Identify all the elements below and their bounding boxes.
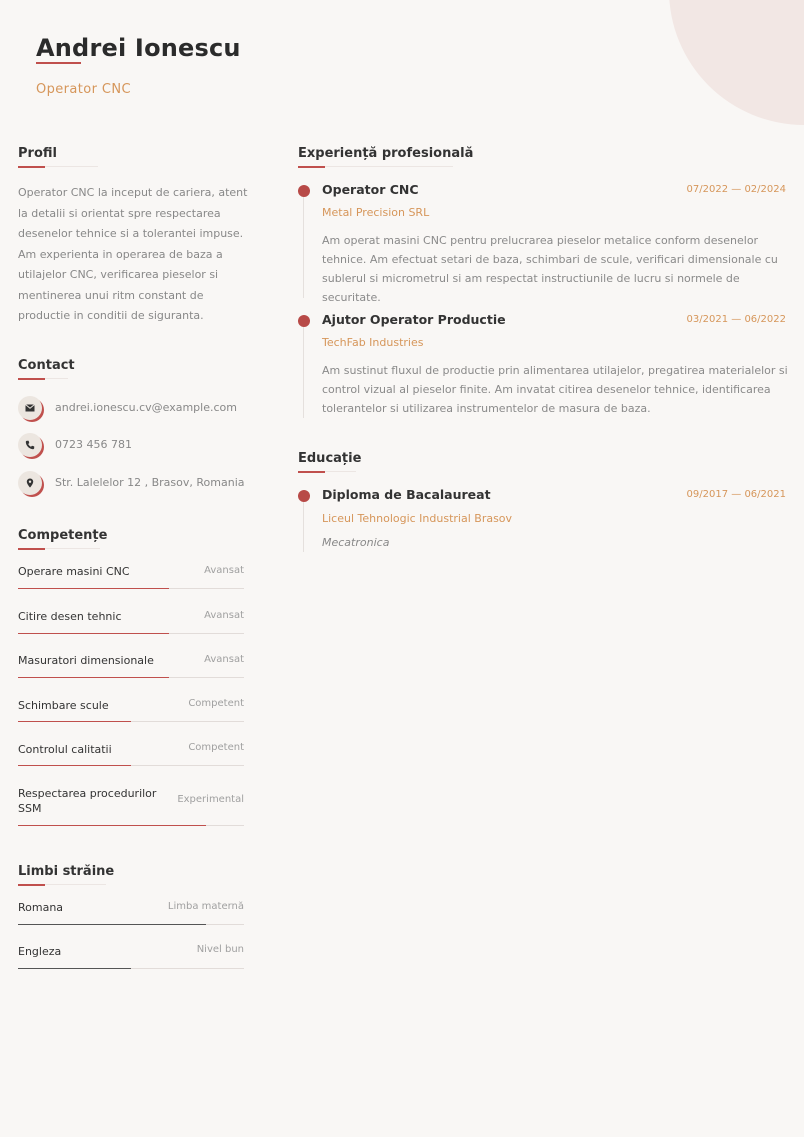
language-level: Limba maternă <box>167 901 244 912</box>
profile-text: Operator CNC la inceput de cariera, atent la detalii si orientat spre respectarea desenelor tehnice si a tolerantei impuse. Am experienta in operarea de baza a utilajelor CNC, verificarea pieselor si mentinerea unui ritm constant de productie in conditii de siguranta. <box>18 186 248 322</box>
skill-level: Competent <box>188 698 244 709</box>
experience-title: Ajutor Operator Productie <box>322 312 506 327</box>
skill-level: Experimental <box>177 794 244 805</box>
skill-bar <box>18 825 244 826</box>
skill-item <box>18 653 244 679</box>
experience-heading-divider <box>298 166 453 167</box>
education-heading-divider <box>298 471 356 472</box>
skill-level: Avansat <box>204 565 244 576</box>
skill-bar-fill <box>18 588 169 589</box>
skill-level: Competent <box>188 742 244 753</box>
decorative-circle <box>669 0 804 125</box>
skill-bar <box>18 721 244 722</box>
skill-bar-fill <box>18 721 131 722</box>
profile-heading-divider <box>18 166 98 167</box>
contact-phone-text: 0723 456 781 <box>55 438 132 451</box>
skill-item <box>18 564 244 590</box>
skill-bar-fill <box>18 677 169 678</box>
timeline-line <box>303 320 304 418</box>
skill-bar-fill <box>18 825 206 826</box>
email-icon <box>18 396 42 420</box>
skill-level: Avansat <box>204 610 244 621</box>
language-name: Romana <box>18 901 64 914</box>
timeline-line <box>303 190 304 298</box>
skill-item <box>18 698 244 724</box>
contact-email-text: andrei.ionescu.cv@example.com <box>55 401 237 414</box>
skill-name: Operare masini CNC <box>18 565 130 578</box>
language-item <box>18 944 244 970</box>
experience-description: Am sustinut fluxul de productie prin alimentarea utilajelor, pregatirea materialelor si control vizual al pieselor finite. Am invatat citirea desenelor tehnice, identificarea tolerantelor si utilizarea instrumentelor de masura de baza. <box>322 364 788 415</box>
skill-bar-fill <box>18 633 169 634</box>
education-title: Diploma de Bacalaureat <box>322 487 491 502</box>
candidate-name: Andrei Ionescu <box>36 34 241 62</box>
experience-dates: 07/2022 — 02/2024 <box>686 184 786 195</box>
timeline-dot <box>298 185 310 197</box>
skills-heading: Competențe <box>18 528 108 543</box>
skill-level: Avansat <box>204 654 244 665</box>
contact-heading-divider <box>18 378 68 379</box>
language-name: Engleza <box>18 945 62 958</box>
language-level: Nivel bun <box>196 944 244 955</box>
languages-heading-divider <box>18 884 106 885</box>
skill-bar <box>18 588 244 589</box>
skill-bar <box>18 633 244 634</box>
phone-icon <box>18 433 42 457</box>
skill-item <box>18 742 244 768</box>
job-title: Operator CNC <box>36 82 132 97</box>
skills-heading-divider <box>18 548 100 549</box>
experience-company: TechFab Industries <box>322 336 424 349</box>
education-dates: 09/2017 — 06/2021 <box>686 489 786 500</box>
skill-name: Citire desen tehnic <box>18 610 122 623</box>
skill-name: Controlul calitatii <box>18 743 112 756</box>
experience-description: Am operat masini CNC pentru prelucrarea pieselor metalice conform desenelor tehnice. Am efectuat setari de baza, schimbari de scule, verificari dimensionale cu sublerul si micrometrul si am respectat instructiunile de lucru si normele de securitate. <box>322 234 778 304</box>
timeline-line <box>303 495 304 552</box>
language-bar-fill <box>18 924 206 925</box>
experience-title: Operator CNC <box>322 182 419 197</box>
skill-name: Schimbare scule <box>18 699 109 712</box>
skill-name: Masuratori dimensionale <box>18 654 154 667</box>
timeline-dot <box>298 490 310 502</box>
skill-item <box>18 786 244 828</box>
education-specialization: Mecatronica <box>322 536 390 549</box>
skill-bar <box>18 677 244 678</box>
language-bar <box>18 924 244 925</box>
language-bar-fill <box>18 968 131 969</box>
skill-bar <box>18 765 244 766</box>
skill-name: Respectarea procedurilor SSM <box>18 787 157 815</box>
language-bar <box>18 968 244 969</box>
name-underline <box>36 62 81 64</box>
experience-company: Metal Precision SRL <box>322 206 430 219</box>
profile-heading: Profil <box>18 146 57 161</box>
languages-heading: Limbi străine <box>18 864 115 879</box>
education-heading: Educație <box>298 451 362 466</box>
timeline-dot <box>298 315 310 327</box>
location-icon <box>18 471 42 495</box>
contact-address-text: Str. Lalelelor 12 , Brasov, Romania <box>55 476 245 489</box>
skill-bar-fill <box>18 765 131 766</box>
contact-heading: Contact <box>18 358 75 373</box>
skill-item <box>18 609 244 635</box>
experience-dates: 03/2021 — 06/2022 <box>686 314 786 325</box>
language-item <box>18 900 244 926</box>
experience-heading: Experiență profesională <box>298 146 474 161</box>
education-school: Liceul Tehnologic Industrial Brasov <box>322 512 513 525</box>
